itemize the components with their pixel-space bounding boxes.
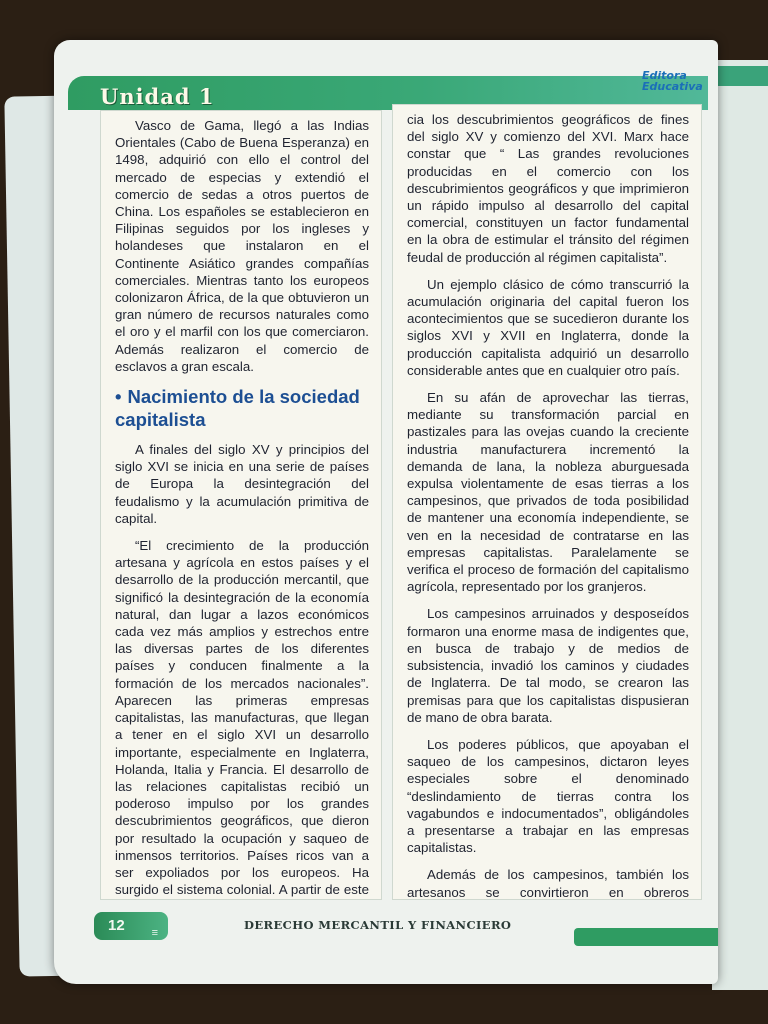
right-column: [392, 104, 702, 900]
section-heading-text: Nacimiento de la sociedad capitalista: [115, 386, 360, 431]
page-number: 12: [108, 917, 125, 934]
logo-line-1: Editora: [642, 69, 687, 82]
page-footer: [94, 912, 694, 942]
paragraph: Los poderes públicos, que apoyaban el saqueo de los campesinos, dictaron leyes especiales sobre el denominado “deslindamiento de tierras contra los vagabundos e indocumentados”, obligándoles a presentarse a trabajar en las empresas capitalistas.: [407, 736, 689, 856]
publisher-logo: [642, 70, 716, 98]
paragraph: cia los descubrimientos geográficos de fines del siglo XV y comienzo del XVI. Marx hace constar que “ Las grandes revoluciones producidas en el comercio con los descubrimientos geográficos y que imprimieron un rápido impulso al desarrollo del capital comercial, constituyen un factor fundamental en la obra de estimular el tránsito del régimen feudal de producción al régimen capitalista”.: [407, 112, 689, 265]
page-number-badge: [94, 912, 168, 940]
logo-line-2: Educativa: [642, 80, 703, 93]
unit-title: Unidad 1: [100, 84, 215, 109]
underlying-page-band: [712, 66, 768, 86]
left-column: [100, 110, 382, 900]
ornament-icon: ≡: [151, 927, 158, 939]
paragraph: “El crecimiento de la producción artesana y agrícola en estos países y el desarrollo de la producción mercantil, que significó la desintegración de la economía natural, dan lugar a lazos económicos cada vez más amplios y estrechos entre las diversas partes de los diferentes países y conducen finalmente a la formación de los mercados nacionales”. Aparecen las primeras empresas capitalistas, las manufacturas, que llegan a tener en el siglo XVI un desarrollo importante, especialmente en Inglaterra, Holanda, Italia y Francia. El desarrollo de las relaciones capitalistas recibió un poderoso impulso por los grandes descubrimientos geográficos, que dieron por resultado la ocupación y saqueo de inmensos territorios. Países ricos van a ser expoliados por los europeos. Ha surgido el sistema colonial. A partir de este: [115, 538, 369, 898]
section-heading: [115, 385, 369, 431]
intro-paragraph: Vasco de Gama, llegó a las Indias Orientales (Cabo de Buena Esperanza) en 1498, adquirió con ello el control del mercado de especias y extendió el comercio de sedas a otros puertos de China. Los españoles se establecieron en Filipinas seguidos por los ingleses y holandeses que instalaron en el Continente Asiático grandes compañías comerciales. Mientras tanto los europeos colonizaron África, de la que obtuvieron un gran número de recursos naturales como el oro y el marfil con los que comerciaron. Además realizaron el comercio de esclavos a gran escala.: [115, 118, 369, 374]
paragraph: Un ejemplo clásico de cómo transcurrió la acumulación originaria del capital fueron los acontecimientos que se sucedieron durante los siglos XVI y XVII en Inglaterra, donde la producción capitalista adquirió un desarrollo considerable antes que en cualquier otro país.: [407, 276, 689, 378]
paragraph: A finales del siglo XV y principios del siglo XVI se inicia en una serie de países de Europa la desintegración del feudalismo y la acumulación primitiva de capital.: [115, 442, 369, 526]
book-page: [54, 40, 718, 984]
paragraph: Además de los campesinos, también los artesanos se convirtieron en obreros: [407, 867, 689, 900]
paragraph: En su afán de aprovechar las tierras, mediante su transformación parcial en pastizales para las ovejas cuando la creciente industria manufacturera incrementó la demanda de lana, la nobleza aburguesada expulsa violentamente de esas tierras a los campesinos, que privados de toda posibilidad de mantener una economía independiente, se ven en la necesidad de contratarse en las empresas capitalistas. Paralelamente se verifica el proceso de formación del capitalismo agrícola, representado por los granjeros.: [407, 390, 689, 595]
heading-bullet: •: [115, 386, 122, 408]
footer-book-title: DERECHO MERCANTIL Y FINANCIERO: [244, 918, 512, 932]
paragraph: Los campesinos arruinados y desposeídos formaron una enorme masa de indigentes que, en busca de trabajo y de medios de subsistencia, invadió los caminos y ciudades de Inglaterra. De tal modo, se crearon las premisas para que los capitalistas dispusieran de mano de obra barata.: [407, 606, 689, 725]
footer-accent-bar: [574, 928, 718, 946]
underlying-page-right: [712, 60, 768, 990]
